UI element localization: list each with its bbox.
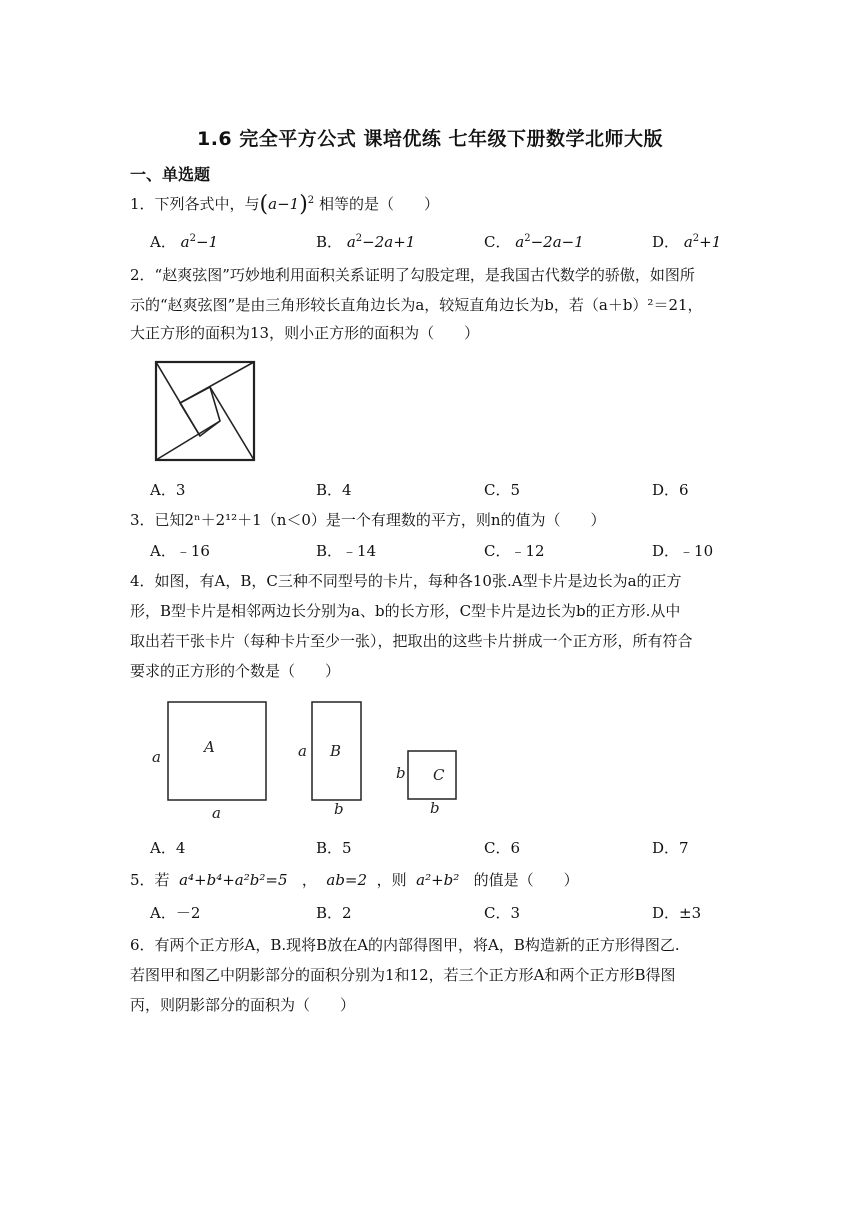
q5-option-d: D．±3 [652, 904, 702, 922]
question-1 [130, 191, 439, 215]
q4-line-2: 形，B型卡片是相邻两边长分别为a、b的长方形，C型卡片是边长为b的正方形.从中 [130, 602, 681, 620]
q5-sep-1: ， [301, 871, 317, 889]
page-title: 1.6 完全平方公式 课培优练 七年级下册数学北师大版 [196, 128, 663, 150]
card-c-side-label: b [396, 764, 406, 782]
card-a-name: A [204, 738, 215, 756]
q2-option-b: B．4 [316, 481, 352, 499]
card-c-shape [408, 751, 456, 799]
card-c-name: C [433, 766, 445, 784]
q2-option-a: A．3 [150, 481, 186, 499]
zhao-shuang-diagram [150, 356, 260, 466]
q6-line-1: 6．有两个正方形A，B.现将B放在A的内部得图甲，将A，B构造新的正方形得图乙. [130, 936, 680, 954]
q5-sep-2: ，则 [376, 871, 407, 889]
q2-option-c: C．5 [484, 481, 521, 499]
q4-option-c: C．6 [484, 839, 521, 857]
q5-post: 的值是（ ） [473, 871, 579, 889]
q4-line-1: 4．如图，有A，B，C三种不同型号的卡片，每种各10张.A型卡片是边长为a的正方 [130, 572, 682, 590]
card-a-shape [168, 702, 266, 800]
q1-option-a: A． $a^2-1$ [150, 233, 219, 251]
card-b-name: B [330, 742, 342, 760]
q6-line-3: 丙，则阴影部分的面积为（ ） [130, 996, 356, 1014]
q5-expression-2: ab=2 [326, 871, 368, 889]
card-a-bottom-label: a [212, 804, 221, 820]
q1-option-b: B． $a^2-2a+1$ [316, 233, 416, 251]
card-a-side-label: a [152, 748, 161, 766]
q2-line-1: 2．“赵爽弦图”巧妙地利用面积关系证明了勾股定理，是我国古代数学的骄傲，如图所 [130, 266, 695, 284]
q3-option-a: A．﹣16 [150, 542, 210, 560]
q1-option-d: D． $a^2+1$ [652, 233, 722, 251]
q6-line-2: 若图甲和图乙中阴影部分的面积分别为1和12，若三个正方形A和两个正方形B得图 [130, 966, 676, 984]
section-heading: 一、单选题 [130, 165, 211, 184]
question-3: 3．已知2ⁿ＋2¹²＋1（n＜0）是一个有理数的平方，则n的值为（ ） [130, 511, 606, 529]
q2-line-3: 大正方形的面积为13，则小正方形的面积为（ ） [130, 324, 480, 342]
q1-expression: $(a-1)^2$ [259, 192, 315, 217]
card-c-bottom-label: b [430, 799, 440, 817]
question-5 [130, 870, 579, 890]
q5-option-a: A．－2 [150, 904, 201, 922]
q5-pre: 5．若 [130, 871, 170, 889]
q2-option-d: D．6 [652, 481, 689, 499]
card-b-bottom-label: b [334, 800, 344, 818]
card-diagram [140, 690, 480, 820]
q3-option-d: D．﹣10 [652, 542, 714, 560]
q1-text-pre: 1．下列各式中，与 [130, 195, 260, 213]
q5-option-b: B．2 [316, 904, 352, 922]
q1-text-post: 相等的是（ ） [318, 195, 439, 213]
q4-option-a: A．4 [150, 839, 186, 857]
q1-option-c: C． $a^2-2a-1$ [484, 233, 584, 251]
q5-option-c: C．3 [484, 904, 521, 922]
q5-expression-3: a²+b² [416, 871, 460, 889]
q2-line-2: 示的“赵爽弦图”是由三角形较长直角边长为a，较短直角边长为b，若（a＋b）²＝21， [130, 296, 703, 314]
q3-option-b: B．﹣14 [316, 542, 377, 560]
q4-line-4: 要求的正方形的个数是（ ） [130, 662, 341, 680]
q5-expression-1: a⁴+b⁴+a²b²=5 [179, 871, 288, 889]
q3-option-c: C．﹣12 [484, 542, 545, 560]
q4-line-3: 取出若干张卡片（每种卡片至少一张），把取出的这些卡片拼成一个正方形，所有符合 [130, 632, 693, 650]
q4-option-d: D．7 [652, 839, 689, 857]
card-b-side-label: a [298, 742, 307, 760]
q4-option-b: B．5 [316, 839, 352, 857]
